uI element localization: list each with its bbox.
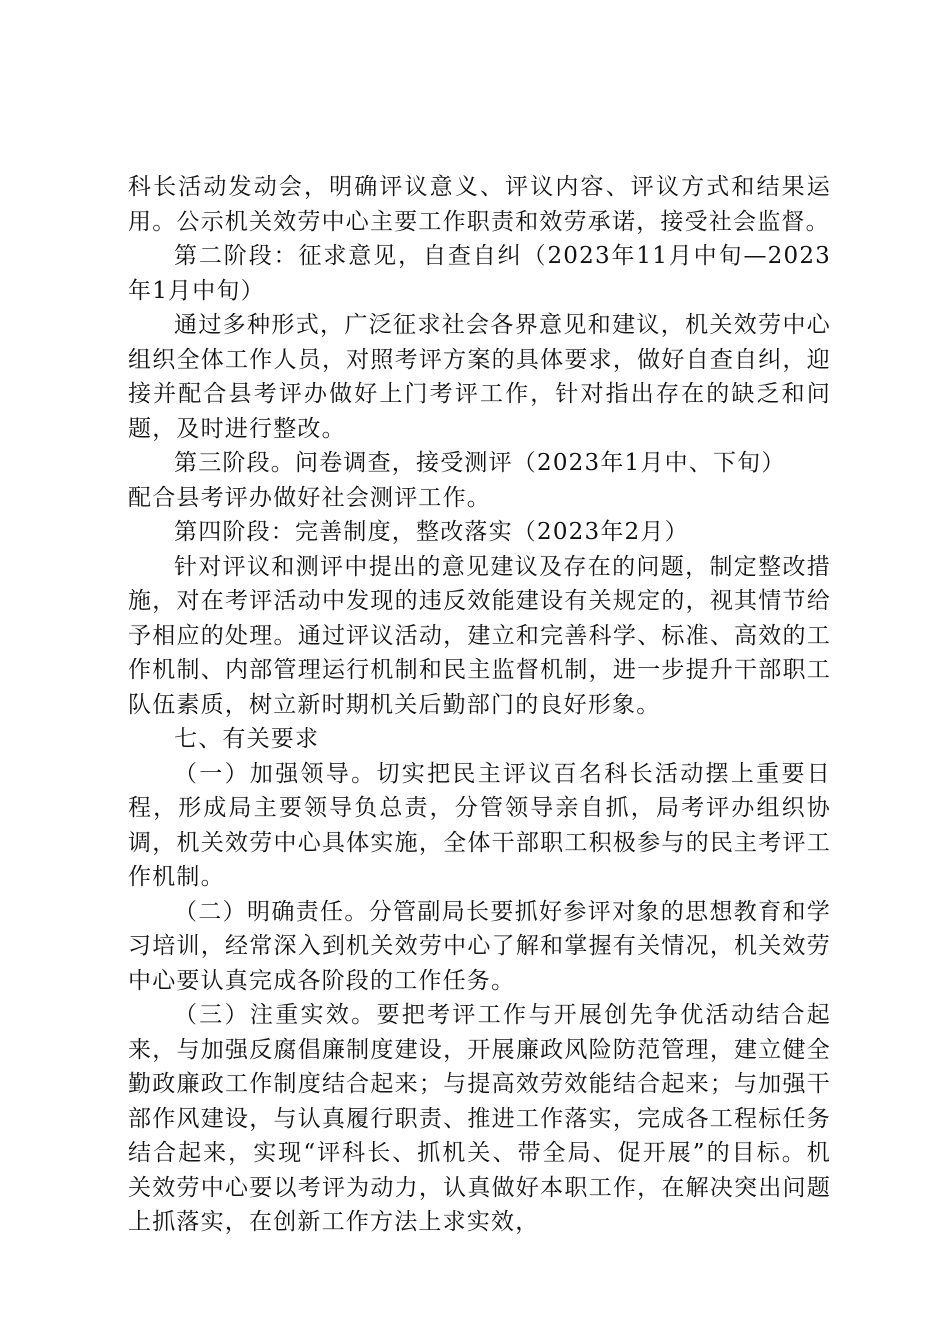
paragraph-requirement-two: （二）明确责任。分管副局长要抓好参评对象的思想教育和学习培训，经常深入到机关效劳中心了解和掌握有关情况，机关效劳中心要认真完成各阶段的工作任务。 [128, 898, 831, 994]
paragraph-stage-three-heading: 第三阶段。问卷调查，接受测评（2023年1月中、下旬） [174, 450, 786, 476]
paragraph-stage-two-heading: 第二阶段：征求意见，自查自纠（2023年11月中旬—2023年1月中旬） [128, 243, 831, 304]
document-body [128, 170, 831, 1240]
paragraph-intro-continued: 科长活动发动会，明确评议意义、评议内容、评议方式和结果运用。公示机关效劳中心主要工作职责和效劳承诺，接受社会监督。 [128, 174, 831, 235]
paragraph-stage-four-heading: 第四阶段：完善制度，整改落实（2023年2月） [174, 519, 689, 545]
paragraph-stage-four-body: 针对评议和测评中提出的意见建议及存在的问题，制定整改措施，对在考评活动中发现的违反效能建设有关规定的，视其情节给予相应的处理。通过评议活动，建立和完善科学、标准、高效的工作机制、内部管理运行机制和民主监督机制，进一步提升干部职工队伍素质，树立新时期机关后勤部门的良好形象。 [128, 553, 831, 718]
paragraph-requirement-three: （三）注重实效。要把考评工作与开展创先争优活动结合起来，与加强反腐倡廉制度建设，开展廉政风险防范管理，建立健全勤政廉政工作制度结合起来；与提高效劳效能结合起来；与加强干部作风建设，与认真履行职责、推进工作落实，完成各工程标任务结合起来，实现“评科长、抓机关、带全局、促开展”的目标。机关效劳中心要以考评为动力，认真做好本职工作，在解决突出问题上抓落实，在创新工作方法上求实效， [128, 1002, 831, 1235]
paragraph-stage-two-body: 通过多种形式，广泛征求社会各界意见和建议，机关效劳中心组织全体工作人员，对照考评方案的具体要求，做好自查自纠，迎接并配合县考评办做好上门考评工作，针对指出存在的缺乏和问题，及时进行整改。 [128, 312, 831, 442]
paragraph-requirement-one: （一）加强领导。切实把民主评议百名科长活动摆上重要日程，形成局主要领导负总责，分管领导亲自抓，局考评办组织协调，机关效劳中心具体实施，全体干部职工积极参与的民主考评工作机制。 [128, 760, 831, 890]
paragraph-stage-three-body: 配合县考评办做好社会测评工作。 [128, 484, 491, 511]
section-heading-requirements: 七、有关要求 [174, 726, 320, 752]
